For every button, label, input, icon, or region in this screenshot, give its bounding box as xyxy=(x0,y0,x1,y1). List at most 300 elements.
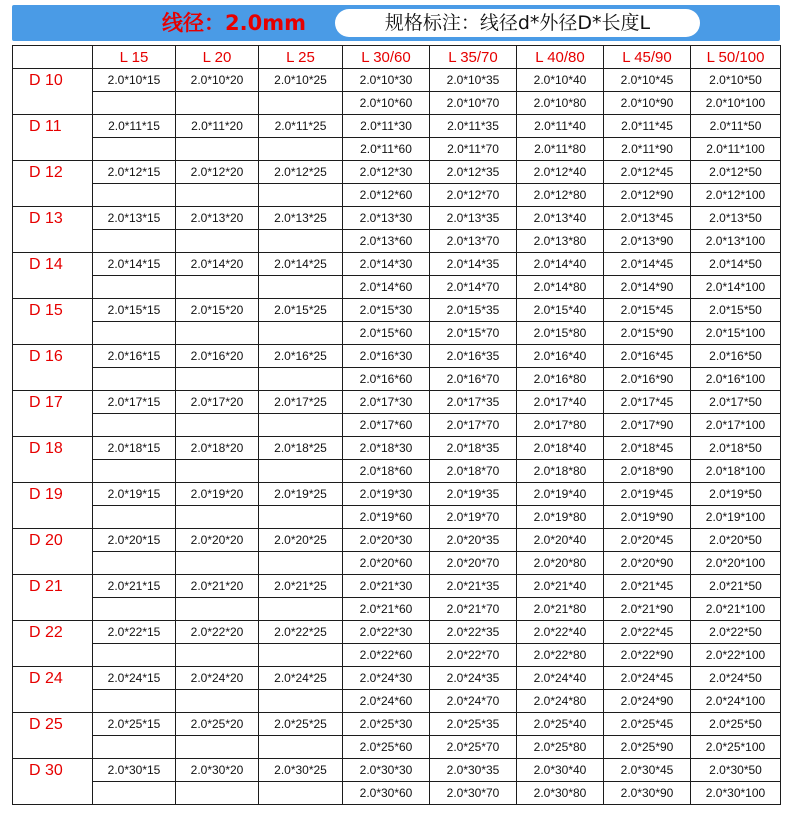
spec-cell: 2.0*18*20 xyxy=(176,437,259,460)
empty-cell xyxy=(176,782,259,805)
spec-cell: 2.0*30*80 xyxy=(517,782,604,805)
spec-cell: 2.0*17*35 xyxy=(430,391,517,414)
spec-cell: 2.0*19*25 xyxy=(259,483,343,506)
spec-cell: 2.0*30*20 xyxy=(176,759,259,782)
table-row xyxy=(13,368,781,391)
table-row xyxy=(13,644,781,667)
empty-cell xyxy=(93,414,176,437)
spec-cell: 2.0*22*20 xyxy=(176,621,259,644)
table-row xyxy=(13,184,781,207)
spec-cell: 2.0*18*25 xyxy=(259,437,343,460)
spec-cell: 2.0*22*15 xyxy=(93,621,176,644)
empty-cell xyxy=(259,276,343,299)
spec-cell: 2.0*24*70 xyxy=(430,690,517,713)
spec-cell: 2.0*21*25 xyxy=(259,575,343,598)
spec-cell: 2.0*14*45 xyxy=(604,253,691,276)
empty-cell xyxy=(259,552,343,575)
spec-cell: 2.0*11*80 xyxy=(517,138,604,161)
spec-cell: 2.0*30*40 xyxy=(517,759,604,782)
table-header-row xyxy=(13,46,781,69)
spec-cell: 2.0*13*40 xyxy=(517,207,604,230)
spec-cell: 2.0*25*100 xyxy=(691,736,781,759)
empty-cell xyxy=(93,644,176,667)
spec-cell: 2.0*10*50 xyxy=(691,69,781,92)
spec-cell: 2.0*25*15 xyxy=(93,713,176,736)
table-row xyxy=(13,598,781,621)
spec-cell: 2.0*16*20 xyxy=(176,345,259,368)
spec-cell: 2.0*12*45 xyxy=(604,161,691,184)
spec-cell: 2.0*20*70 xyxy=(430,552,517,575)
spec-cell: 2.0*21*60 xyxy=(343,598,430,621)
empty-cell xyxy=(93,460,176,483)
spec-cell: 2.0*22*90 xyxy=(604,644,691,667)
spec-cell: 2.0*25*60 xyxy=(343,736,430,759)
spec-cell: 2.0*15*100 xyxy=(691,322,781,345)
column-header: L 35/70 xyxy=(430,46,517,69)
spec-cell: 2.0*18*80 xyxy=(517,460,604,483)
table-row xyxy=(13,667,781,690)
spec-cell: 2.0*16*45 xyxy=(604,345,691,368)
spec-cell: 2.0*11*60 xyxy=(343,138,430,161)
spec-cell: 2.0*20*50 xyxy=(691,529,781,552)
table-row xyxy=(13,782,781,805)
table-row xyxy=(13,322,781,345)
table-row xyxy=(13,575,781,598)
spec-cell: 2.0*15*70 xyxy=(430,322,517,345)
spec-cell: 2.0*18*35 xyxy=(430,437,517,460)
spec-cell: 2.0*17*90 xyxy=(604,414,691,437)
spec-cell: 2.0*10*25 xyxy=(259,69,343,92)
spec-cell: 2.0*17*30 xyxy=(343,391,430,414)
spec-cell: 2.0*20*60 xyxy=(343,552,430,575)
empty-cell xyxy=(93,276,176,299)
spec-cell: 2.0*14*100 xyxy=(691,276,781,299)
spec-cell: 2.0*13*60 xyxy=(343,230,430,253)
spec-cell: 2.0*13*100 xyxy=(691,230,781,253)
outer-diameter-label: D 17 xyxy=(13,391,93,437)
spec-cell: 2.0*20*25 xyxy=(259,529,343,552)
spec-cell: 2.0*15*30 xyxy=(343,299,430,322)
spec-cell: 2.0*14*80 xyxy=(517,276,604,299)
spec-notation-label: 规格标注：线径d*外径D*长度L xyxy=(335,9,700,37)
spec-cell: 2.0*16*40 xyxy=(517,345,604,368)
spec-cell: 2.0*22*100 xyxy=(691,644,781,667)
spec-cell: 2.0*18*90 xyxy=(604,460,691,483)
spec-cell: 2.0*12*25 xyxy=(259,161,343,184)
table-row xyxy=(13,529,781,552)
empty-cell xyxy=(176,598,259,621)
spec-cell: 2.0*12*60 xyxy=(343,184,430,207)
outer-diameter-label: D 22 xyxy=(13,621,93,667)
empty-cell xyxy=(176,92,259,115)
spec-cell: 2.0*11*40 xyxy=(517,115,604,138)
spec-cell: 2.0*18*40 xyxy=(517,437,604,460)
spec-cell: 2.0*15*45 xyxy=(604,299,691,322)
spec-cell: 2.0*15*40 xyxy=(517,299,604,322)
spec-cell: 2.0*12*15 xyxy=(93,161,176,184)
table-row xyxy=(13,506,781,529)
table-row xyxy=(13,690,781,713)
spec-cell: 2.0*22*80 xyxy=(517,644,604,667)
column-header: L 20 xyxy=(176,46,259,69)
spec-cell: 2.0*19*50 xyxy=(691,483,781,506)
table-row xyxy=(13,437,781,460)
spec-cell: 2.0*25*70 xyxy=(430,736,517,759)
spec-cell: 2.0*24*40 xyxy=(517,667,604,690)
outer-diameter-label: D 25 xyxy=(13,713,93,759)
spec-cell: 2.0*16*25 xyxy=(259,345,343,368)
outer-diameter-label: D 14 xyxy=(13,253,93,299)
spec-cell: 2.0*14*70 xyxy=(430,276,517,299)
spec-cell: 2.0*21*50 xyxy=(691,575,781,598)
empty-cell xyxy=(176,276,259,299)
spec-cell: 2.0*16*50 xyxy=(691,345,781,368)
spec-cell: 2.0*14*60 xyxy=(343,276,430,299)
spec-cell: 2.0*30*100 xyxy=(691,782,781,805)
spec-cell: 2.0*11*100 xyxy=(691,138,781,161)
spec-cell: 2.0*20*40 xyxy=(517,529,604,552)
spec-cell: 2.0*22*30 xyxy=(343,621,430,644)
table-row xyxy=(13,69,781,92)
spec-cell: 2.0*30*70 xyxy=(430,782,517,805)
empty-cell xyxy=(93,598,176,621)
spec-cell: 2.0*12*30 xyxy=(343,161,430,184)
spec-cell: 2.0*11*15 xyxy=(93,115,176,138)
empty-cell xyxy=(176,736,259,759)
spec-cell: 2.0*25*90 xyxy=(604,736,691,759)
outer-diameter-label: D 10 xyxy=(13,69,93,115)
spec-cell: 2.0*22*60 xyxy=(343,644,430,667)
spec-cell: 2.0*16*60 xyxy=(343,368,430,391)
spec-cell: 2.0*12*80 xyxy=(517,184,604,207)
spec-cell: 2.0*15*80 xyxy=(517,322,604,345)
spec-cell: 2.0*22*50 xyxy=(691,621,781,644)
table-row xyxy=(13,345,781,368)
outer-diameter-label: D 12 xyxy=(13,161,93,207)
spec-cell: 2.0*24*60 xyxy=(343,690,430,713)
empty-cell xyxy=(259,230,343,253)
table-row xyxy=(13,736,781,759)
spec-cell: 2.0*20*100 xyxy=(691,552,781,575)
spec-cell: 2.0*12*100 xyxy=(691,184,781,207)
empty-cell xyxy=(176,690,259,713)
empty-cell xyxy=(259,598,343,621)
empty-cell xyxy=(176,644,259,667)
empty-cell xyxy=(176,184,259,207)
spec-cell: 2.0*20*15 xyxy=(93,529,176,552)
table-row xyxy=(13,207,781,230)
empty-cell xyxy=(259,414,343,437)
spec-cell: 2.0*15*15 xyxy=(93,299,176,322)
spec-cell: 2.0*21*80 xyxy=(517,598,604,621)
spec-cell: 2.0*30*25 xyxy=(259,759,343,782)
empty-cell xyxy=(259,322,343,345)
spec-cell: 2.0*21*40 xyxy=(517,575,604,598)
spec-cell: 2.0*24*30 xyxy=(343,667,430,690)
table-row xyxy=(13,391,781,414)
spec-cell: 2.0*20*80 xyxy=(517,552,604,575)
column-header: L 45/90 xyxy=(604,46,691,69)
outer-diameter-label: D 13 xyxy=(13,207,93,253)
spec-cell: 2.0*25*35 xyxy=(430,713,517,736)
spec-cell: 2.0*13*35 xyxy=(430,207,517,230)
spec-cell: 2.0*30*50 xyxy=(691,759,781,782)
spec-cell: 2.0*25*80 xyxy=(517,736,604,759)
spec-cell: 2.0*12*50 xyxy=(691,161,781,184)
spec-cell: 2.0*11*50 xyxy=(691,115,781,138)
header-banner xyxy=(12,5,780,41)
spec-cell: 2.0*17*60 xyxy=(343,414,430,437)
spec-cell: 2.0*21*90 xyxy=(604,598,691,621)
empty-cell xyxy=(93,368,176,391)
spec-cell: 2.0*17*80 xyxy=(517,414,604,437)
spec-cell: 2.0*19*40 xyxy=(517,483,604,506)
spec-cell: 2.0*19*100 xyxy=(691,506,781,529)
spec-cell: 2.0*24*45 xyxy=(604,667,691,690)
empty-cell xyxy=(176,230,259,253)
spec-cell: 2.0*14*40 xyxy=(517,253,604,276)
empty-cell xyxy=(259,736,343,759)
table-row xyxy=(13,759,781,782)
spec-cell: 2.0*17*50 xyxy=(691,391,781,414)
empty-cell xyxy=(93,92,176,115)
spec-cell: 2.0*30*45 xyxy=(604,759,691,782)
spec-cell: 2.0*21*20 xyxy=(176,575,259,598)
table-row xyxy=(13,253,781,276)
spec-cell: 2.0*19*45 xyxy=(604,483,691,506)
spec-cell: 2.0*24*25 xyxy=(259,667,343,690)
table-row xyxy=(13,299,781,322)
spec-cell: 2.0*14*30 xyxy=(343,253,430,276)
spec-cell: 2.0*15*35 xyxy=(430,299,517,322)
spec-cell: 2.0*18*70 xyxy=(430,460,517,483)
spec-cell: 2.0*16*90 xyxy=(604,368,691,391)
outer-diameter-label: D 11 xyxy=(13,115,93,161)
spec-cell: 2.0*19*80 xyxy=(517,506,604,529)
spec-cell: 2.0*30*60 xyxy=(343,782,430,805)
column-header: L 50/100 xyxy=(691,46,781,69)
spec-cell: 2.0*11*45 xyxy=(604,115,691,138)
spec-cell: 2.0*24*50 xyxy=(691,667,781,690)
spec-cell: 2.0*14*90 xyxy=(604,276,691,299)
spec-cell: 2.0*17*15 xyxy=(93,391,176,414)
empty-cell xyxy=(259,138,343,161)
spec-cell: 2.0*10*30 xyxy=(343,69,430,92)
spec-cell: 2.0*14*50 xyxy=(691,253,781,276)
spec-cell: 2.0*19*15 xyxy=(93,483,176,506)
table-row xyxy=(13,713,781,736)
table-row xyxy=(13,230,781,253)
spec-cell: 2.0*15*90 xyxy=(604,322,691,345)
spec-cell: 2.0*18*60 xyxy=(343,460,430,483)
spec-cell: 2.0*16*30 xyxy=(343,345,430,368)
spec-cell: 2.0*22*45 xyxy=(604,621,691,644)
spec-cell: 2.0*11*90 xyxy=(604,138,691,161)
spec-cell: 2.0*13*25 xyxy=(259,207,343,230)
spec-cell: 2.0*21*100 xyxy=(691,598,781,621)
spec-cell: 2.0*20*35 xyxy=(430,529,517,552)
spec-cell: 2.0*17*100 xyxy=(691,414,781,437)
outer-diameter-label: D 15 xyxy=(13,299,93,345)
empty-cell xyxy=(93,322,176,345)
empty-cell xyxy=(176,460,259,483)
outer-diameter-label: D 19 xyxy=(13,483,93,529)
spec-cell: 2.0*12*70 xyxy=(430,184,517,207)
spec-cell: 2.0*10*45 xyxy=(604,69,691,92)
spec-cell: 2.0*14*15 xyxy=(93,253,176,276)
spec-cell: 2.0*30*30 xyxy=(343,759,430,782)
spec-cell: 2.0*19*60 xyxy=(343,506,430,529)
empty-cell xyxy=(176,506,259,529)
spec-cell: 2.0*24*90 xyxy=(604,690,691,713)
spec-cell: 2.0*30*90 xyxy=(604,782,691,805)
table-row xyxy=(13,115,781,138)
empty-cell xyxy=(259,184,343,207)
empty-cell xyxy=(259,690,343,713)
table-row xyxy=(13,621,781,644)
spec-cell: 2.0*25*45 xyxy=(604,713,691,736)
spec-cell: 2.0*19*90 xyxy=(604,506,691,529)
spec-cell: 2.0*13*90 xyxy=(604,230,691,253)
spec-cell: 2.0*30*35 xyxy=(430,759,517,782)
spec-cell: 2.0*13*50 xyxy=(691,207,781,230)
spec-cell: 2.0*16*15 xyxy=(93,345,176,368)
empty-cell xyxy=(93,506,176,529)
empty-cell xyxy=(176,368,259,391)
table-row xyxy=(13,414,781,437)
empty-cell xyxy=(176,552,259,575)
spec-cell: 2.0*19*70 xyxy=(430,506,517,529)
table-row xyxy=(13,92,781,115)
spec-cell: 2.0*17*45 xyxy=(604,391,691,414)
spec-cell: 2.0*18*15 xyxy=(93,437,176,460)
empty-cell xyxy=(259,460,343,483)
spec-cell: 2.0*19*20 xyxy=(176,483,259,506)
spec-cell: 2.0*16*100 xyxy=(691,368,781,391)
empty-cell xyxy=(259,782,343,805)
spec-cell: 2.0*16*80 xyxy=(517,368,604,391)
spec-cell: 2.0*25*30 xyxy=(343,713,430,736)
spec-cell: 2.0*24*15 xyxy=(93,667,176,690)
empty-cell xyxy=(259,644,343,667)
spec-cell: 2.0*22*70 xyxy=(430,644,517,667)
spec-cell: 2.0*12*20 xyxy=(176,161,259,184)
spec-cell: 2.0*11*30 xyxy=(343,115,430,138)
spec-cell: 2.0*24*20 xyxy=(176,667,259,690)
spec-cell: 2.0*25*50 xyxy=(691,713,781,736)
spec-cell: 2.0*20*90 xyxy=(604,552,691,575)
spec-cell: 2.0*12*35 xyxy=(430,161,517,184)
spec-cell: 2.0*21*45 xyxy=(604,575,691,598)
table-row xyxy=(13,552,781,575)
empty-cell xyxy=(93,552,176,575)
spec-cell: 2.0*11*20 xyxy=(176,115,259,138)
spec-cell: 2.0*10*60 xyxy=(343,92,430,115)
spec-cell: 2.0*22*35 xyxy=(430,621,517,644)
wire-diameter-title: 线径：2.0mm xyxy=(162,11,306,35)
spec-cell: 2.0*19*30 xyxy=(343,483,430,506)
empty-cell xyxy=(93,138,176,161)
empty-cell xyxy=(93,782,176,805)
spec-cell: 2.0*20*20 xyxy=(176,529,259,552)
spec-cell: 2.0*25*25 xyxy=(259,713,343,736)
spec-cell: 2.0*13*45 xyxy=(604,207,691,230)
empty-cell xyxy=(93,184,176,207)
outer-diameter-label: D 30 xyxy=(13,759,93,805)
spec-cell: 2.0*10*20 xyxy=(176,69,259,92)
spec-cell: 2.0*12*90 xyxy=(604,184,691,207)
table-row xyxy=(13,483,781,506)
column-header: L 15 xyxy=(93,46,176,69)
spec-cell: 2.0*25*40 xyxy=(517,713,604,736)
spec-cell: 2.0*13*80 xyxy=(517,230,604,253)
spec-cell: 2.0*10*15 xyxy=(93,69,176,92)
spec-cell: 2.0*18*50 xyxy=(691,437,781,460)
empty-cell xyxy=(93,230,176,253)
empty-cell xyxy=(176,322,259,345)
empty-cell xyxy=(176,138,259,161)
spec-cell: 2.0*22*40 xyxy=(517,621,604,644)
empty-cell xyxy=(93,736,176,759)
spec-cell: 2.0*14*20 xyxy=(176,253,259,276)
spec-cell: 2.0*21*30 xyxy=(343,575,430,598)
table-row xyxy=(13,276,781,299)
spec-cell: 2.0*17*40 xyxy=(517,391,604,414)
spec-cell: 2.0*24*100 xyxy=(691,690,781,713)
spec-cell: 2.0*16*35 xyxy=(430,345,517,368)
spec-cell: 2.0*21*70 xyxy=(430,598,517,621)
spec-cell: 2.0*10*35 xyxy=(430,69,517,92)
spec-cell: 2.0*18*100 xyxy=(691,460,781,483)
spec-cell: 2.0*19*35 xyxy=(430,483,517,506)
spec-cell: 2.0*21*15 xyxy=(93,575,176,598)
spec-cell: 2.0*18*45 xyxy=(604,437,691,460)
empty-cell xyxy=(259,92,343,115)
outer-diameter-label: D 18 xyxy=(13,437,93,483)
spec-cell: 2.0*12*40 xyxy=(517,161,604,184)
outer-diameter-label: D 20 xyxy=(13,529,93,575)
spec-cell: 2.0*14*25 xyxy=(259,253,343,276)
spec-cell: 2.0*22*25 xyxy=(259,621,343,644)
spec-cell: 2.0*24*35 xyxy=(430,667,517,690)
corner-cell xyxy=(13,46,93,69)
spec-cell: 2.0*16*70 xyxy=(430,368,517,391)
spec-cell: 2.0*17*70 xyxy=(430,414,517,437)
empty-cell xyxy=(176,414,259,437)
spring-spec-table xyxy=(12,45,781,805)
column-header: L 25 xyxy=(259,46,343,69)
spec-cell: 2.0*11*70 xyxy=(430,138,517,161)
spec-cell: 2.0*21*35 xyxy=(430,575,517,598)
spec-cell: 2.0*15*25 xyxy=(259,299,343,322)
spec-cell: 2.0*15*20 xyxy=(176,299,259,322)
spec-cell: 2.0*11*25 xyxy=(259,115,343,138)
spec-cell: 2.0*11*35 xyxy=(430,115,517,138)
spec-cell: 2.0*13*15 xyxy=(93,207,176,230)
spec-cell: 2.0*13*20 xyxy=(176,207,259,230)
empty-cell xyxy=(93,690,176,713)
spec-cell: 2.0*17*20 xyxy=(176,391,259,414)
spec-cell: 2.0*10*70 xyxy=(430,92,517,115)
empty-cell xyxy=(259,506,343,529)
empty-cell xyxy=(259,368,343,391)
spec-cell: 2.0*18*30 xyxy=(343,437,430,460)
spec-cell: 2.0*14*35 xyxy=(430,253,517,276)
spec-cell: 2.0*10*100 xyxy=(691,92,781,115)
spec-cell: 2.0*15*60 xyxy=(343,322,430,345)
spec-cell: 2.0*20*30 xyxy=(343,529,430,552)
spec-cell: 2.0*13*70 xyxy=(430,230,517,253)
